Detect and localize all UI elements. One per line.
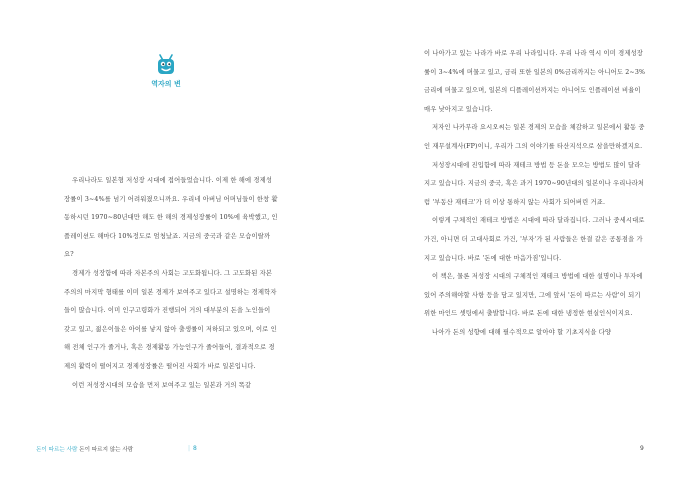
left-body-text [64, 172, 278, 395]
running-footer-title [36, 445, 133, 453]
divider: | [188, 445, 191, 452]
paragraph: 우리나라도 일본형 저성장 시대에 접어들었습니다. 이제 한 해에 경제성장률이 3~4%를 넘기 어려워졌으니까요. 우리네 아버님 어머님들이 한창 활동하시던 1970~80년대만 해도 한 해의 경제성장률이 10%에 육박했고, 인플레이션도 해마다 10%정도로 엄청났죠. 지금의 중국과 같은 모습이랄까요? [64, 177, 278, 259]
paragraph: 이 나아가고 있는 나라가 바로 우리 나라입니다. 우리 나라 역시 이미 경제성장률이 3~4%에 머물고 있고, 금리 또한 일본의 0%금리까지는 아니어도 2~3%금리에 머물고 있으며, 일본의 디플레이션까지는 아니어도 인플레이션 비율이 매우 낮아지고 있습니다. [424, 50, 646, 113]
paragraph: 이 책은, 물론 저성장 시대의 구체적인 재테크 방법에 대한 설명이나 투자에 있어 주의해야할 사항 등을 담고 있지만, 그에 앞서 '돈이 따르는 사람'이 되기 위한 마인드 셋팅에서 출발합니다. 바로 돈에 대한 냉정한 현실인식이지요. [424, 273, 643, 318]
paragraph: 저자인 나카무라 요시오씨는 일본 경제의 모습을 체감하고 일본에서 활동 중인 재무설계사(FP)이니, 우리가 그의 이야기를 타산지석으로 삼을만하겠지요. [424, 124, 645, 150]
right-body-text [424, 45, 646, 343]
footer-title-rest: 돈이 따르지 않는 사람 [79, 447, 134, 453]
paragraph: 이렇게 구체적인 재테크 방법은 시대에 따라 달라집니다. 그러나 중세시대로 가건, 아니면 더 고대사회로 가건, '부자'가 된 사람들은 한결 같은 공통점을 가지고 있습니다. 바로 '돈에 대한 마음가짐'입니다. [424, 217, 645, 262]
cartoon-face-logo-icon [155, 52, 177, 76]
footer-title-brand: 돈이 따르는 사람 [36, 447, 78, 453]
paragraph: 경제가 성장함에 따라 자본주의 사회는 고도화됩니다. 그 고도화된 자본주의의 마지막 형태를 이미 일본 경제가 보여주고 있다고 설명하는 경제학자들이 많습니다. 이미 인구고령화가 진행되어 거의 대부분의 돈을 노인들이 갖고 있고, 젊은이들은 아이를 낳지 않아 출생률이 저하되고 있으며, 이로 인해 전체 인구가 줄거나, 혹은 경제활동 가능인구가 줄어들어, 결과적으로 경제의 활력이 떨어지고 경제성장률은 떨어진 사회가 바로 일본입니다. [64, 269, 277, 370]
paragraph: 나아가 돈의 성향에 대해 필수적으로 알아야 할 기초지식을 다양 [432, 328, 612, 336]
paragraph: 저성장시대에 진입함에 따라 재테크 방법 등 돈을 모으는 방법도 많이 달라지고 있습니다. 지금의 중국, 혹은 과거 1970~90년대의 일본이나 우리나라처럼 '부동산 재테크'가 더 이상 통하지 않는 사회가 되어버린 거죠. [424, 161, 645, 206]
page-number-right: 9 [640, 445, 644, 452]
page-number-left: | 8 [188, 445, 197, 452]
paragraph: 이런 저성장시대의 모습을 먼저 보여주고 있는 일본과 거의 똑같 [72, 381, 252, 389]
right-page [350, 0, 700, 482]
section-title: 역자의 변 [151, 80, 181, 88]
